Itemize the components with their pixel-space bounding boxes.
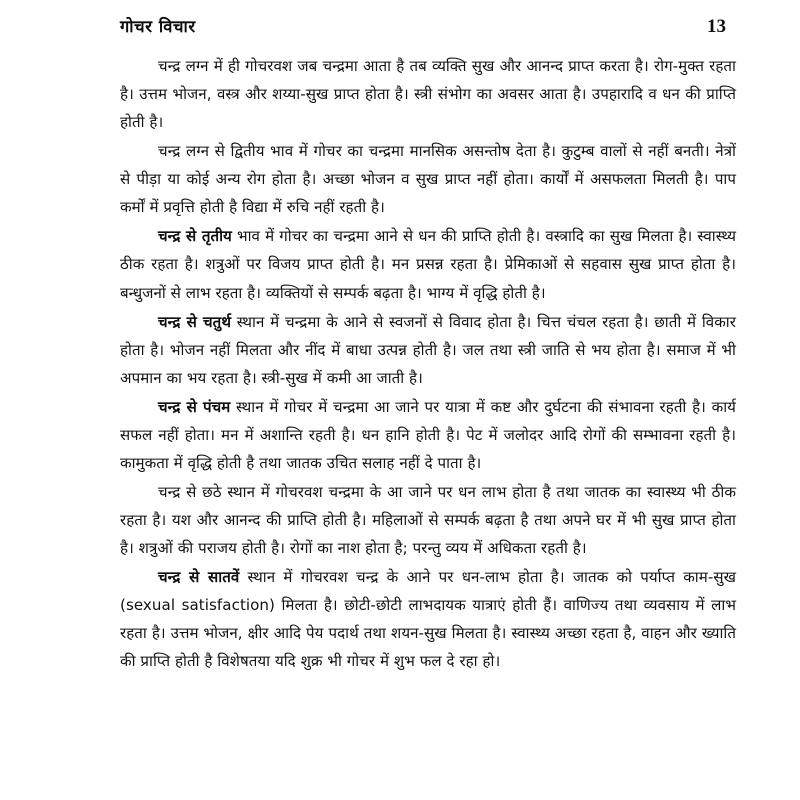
paragraph-text: चन्द्र लग्न में ही गोचरवश जब चन्द्रमा आता है तब व्यक्ति सुख और आनन्द प्राप्त करता है। रोग-मुक्त रहता है। उत्तम भोजन, वस्त्र और शय्या-सुख प्राप्त होता है। स्त्री संभोग का अवसर आता है। उपहारादि व धन की प्राप्ति होती है। (120, 57, 736, 132)
paragraph-text: स्थान में गोचरवश चन्द्र के आने पर धन-लाभ होता है। जातक को पर्याप्त काम-सुख (sexual satisfaction) मिलता है। छोटी-छोटी लाभदायक यात्राएं होती हैं। वाणिज्य तथा व्यवसाय में लाभ रहता है। उत्तम भोजन, क्षीर आदि पेय पदार्थ तथा शयन-सुख मिलता है। स्वास्थ्य अच्छा रहता है, वाहन और ख्याति की प्राप्ति होती है विशेषतया यदि शुक्र भी गोचर में शुभ फल दे रहा हो। (120, 568, 736, 671)
paragraph (120, 52, 736, 136)
page-header (120, 14, 736, 38)
paragraph-lead: चन्द्र से सातवें (158, 568, 240, 587)
paragraph-text: स्थान में गोचर में चन्द्रमा आ जाने पर यात्रा में कष्ट और दुर्घटना की संभावना रहती है। कार्य सफल नहीं होता। मन में अशान्ति रहती है। धन हानि होती है। पेट में जलोदर आदि रोगों की सम्भावना रहती है। कामुकता में वृद्धि होती है तथा जातक उचित सलाह नहीं दे पाता है। (120, 397, 736, 472)
paragraph (120, 478, 736, 562)
paragraph-lead: चन्द्र से पंचम (158, 397, 231, 416)
paragraph (120, 137, 736, 221)
paragraph-text: स्थान में चन्द्रमा के आने से स्वजनों से विवाद होता है। चित्त चंचल रहता है। छाती में विकार होता है। भोजन नहीं मिलता और नींद में बाधा उत्पन्न होती है। जल तथा स्त्री जाति से भय होता है। समाज में भी अपमान का भय रहता है। स्त्री-सुख में कमी आ जाती है। (120, 312, 736, 387)
paragraph (120, 563, 736, 675)
paragraph-text: भाव में गोचर का चन्द्रमा आने से धन की प्राप्ति होती है। वस्त्रादि का सुख मिलता है। स्वास्थ्य ठीक रहता है। शत्रुओं पर विजय प्राप्त होती है। मन प्रसन्न रहता है। प्रेमिकाओं से सहवास सुख प्राप्त होता है। बन्धुजनों से लाभ रहता है। व्यक्तियों से सम्पर्क बढ़ता है। भाग्य में वृद्धि होती है। (120, 227, 736, 302)
paragraph-lead: चन्द्र से चतुर्थ (158, 312, 232, 331)
paragraph-text: चन्द्र से छठे स्थान में गोचरवश चन्द्रमा के आ जाने पर धन लाभ होता है तथा जातक का स्वास्थ्य भी ठीक रहता है। यश और आनन्द की प्राप्ति होती है। महिलाओं से सम्पर्क बढ़ता है तथा अपने घर में भी सुख प्राप्त होता है। शत्रुओं की पराजय होती है। रोगों का नाश होता है; परन्तु व्यय में अधिकता रहती है। (120, 482, 736, 558)
paragraph-lead: चन्द्र से तृतीय (158, 227, 232, 246)
page-body (120, 52, 736, 675)
paragraph (120, 308, 736, 392)
paragraph (120, 393, 736, 477)
paragraph (120, 222, 736, 306)
paragraph-text: चन्द्र लग्न से द्वितीय भाव में गोचर का चन्द्रमा मानसिक असन्तोष देता है। कुटुम्ब वालों से नहीं बनती। नेत्रों से पीड़ा या कोई अन्य रोग होता है। अच्छा भोजन व सुख प्राप्त नहीं होता। कार्यों में असफलता मिलती है। पाप कर्मों में प्रवृत्ति होती है विद्या में रुचि नहीं रहती है। (120, 142, 736, 217)
page-number: 13 (707, 16, 726, 37)
running-head: गोचर विचार (120, 17, 196, 36)
